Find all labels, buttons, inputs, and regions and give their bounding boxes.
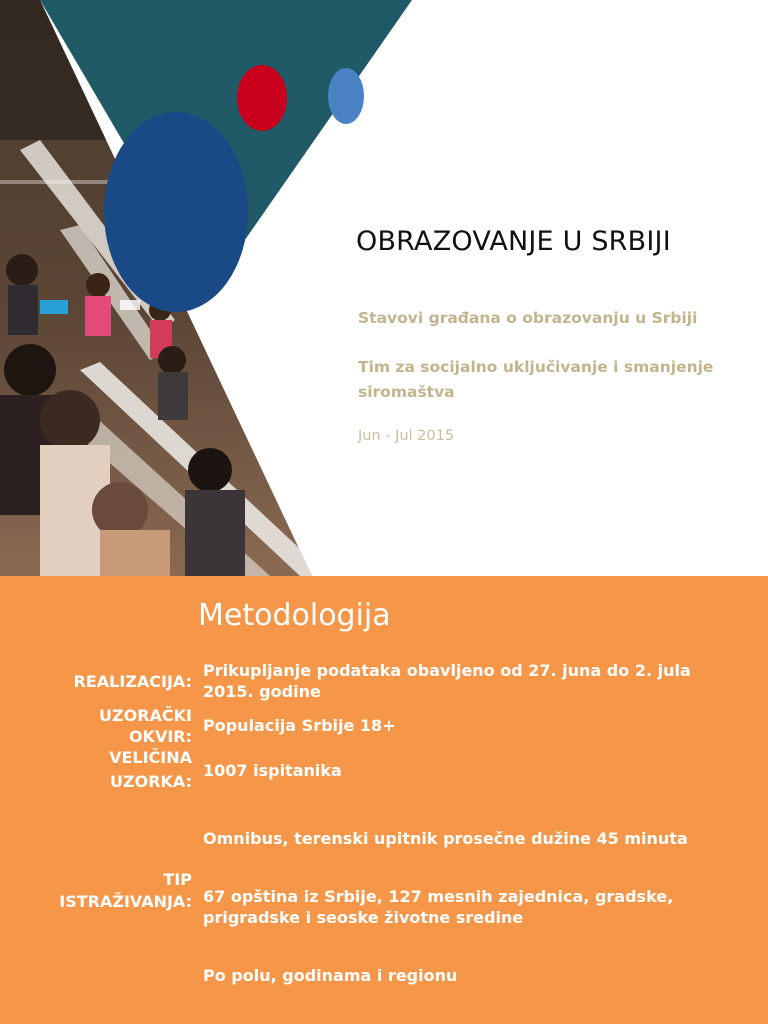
label-uzoracki-2: OKVIR: — [128, 727, 192, 746]
methodology-slide — [0, 576, 768, 1024]
red-oval-shape — [237, 65, 287, 131]
value-uzorak: 1007 ispitanika — [203, 761, 342, 780]
methodology-title: Metodologija — [198, 598, 391, 633]
label-velicina-1: VELIČINA — [109, 748, 192, 767]
cover-subtitle: Stavovi građana o obrazovanju u Srbiji — [358, 309, 698, 327]
value-populacija: Populacija Srbije 18+ — [203, 716, 396, 735]
label-uzoracki-1: UZORAČKI — [99, 706, 192, 725]
label-velicina-2: UZORKA: — [110, 772, 192, 791]
label-realizacija: REALIZACIJA: — [73, 672, 192, 691]
value-omnibus: Omnibus, terenski upitnik prosečne dužine 45 minuta — [203, 829, 688, 848]
value-realizacija: Prikupljanje podataka obavljeno od 27. juna do 2. jula 2015. godine — [203, 661, 691, 701]
navy-oval-shape — [104, 112, 248, 312]
label-tip-1: TIP — [163, 870, 192, 889]
cover-date: Jun - Jul 2015 — [358, 428, 455, 444]
label-tip-2: ISTRAŽIVANJA: — [59, 892, 192, 911]
light-blue-oval-shape — [328, 68, 364, 124]
cover-team: Tim za socijalno uključivanje i smanjenje siromaštva — [358, 358, 714, 401]
cover-title: OBRAZOVANJE U SRBIJI — [356, 226, 671, 257]
value-opstine: 67 opština iz Srbije, 127 mesnih zajednica, gradske, prigradske i seoske životne sredine — [203, 887, 674, 927]
value-pol: Po polu, godinama i regionu — [203, 966, 458, 985]
